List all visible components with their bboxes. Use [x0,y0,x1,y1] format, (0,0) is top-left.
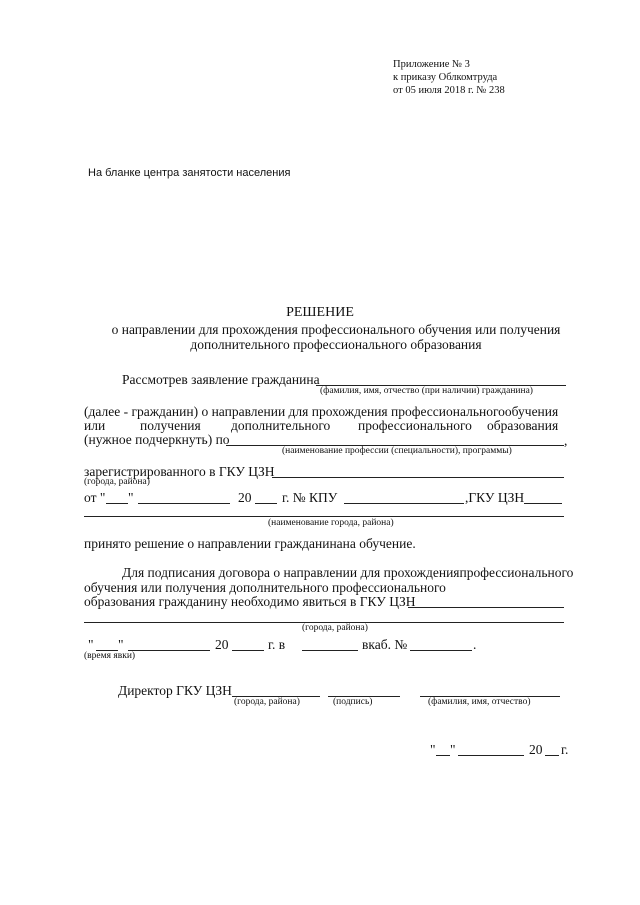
gku-city-line-b[interactable] [84,516,564,517]
from-kpu-label: г. № КПУ [282,490,338,505]
para1-word-obraz: образования [487,418,559,433]
para2-city-line-a[interactable] [408,607,564,608]
hint-sig-city: (города, района) [234,697,300,707]
appt-month-line[interactable] [128,650,210,651]
hint-city-1: (города, района) [84,477,150,487]
appendix-order-date: от 05 июля 2018 г. № 238 [393,85,505,96]
appt-dot: . [473,637,477,652]
document-subtitle-line1: о направлении для прохождения профессионального обучения или получения [111,322,561,337]
appendix-order-ref: к приказу Облкомтруда [393,72,498,83]
appt-year-prefix: 20 [215,637,229,652]
para1-comma: , [564,433,568,448]
date-month-line[interactable] [458,755,524,756]
hint-profession: (наименование профессии (специальности), программы) [282,446,512,456]
hint-city-name: (наименование города, района) [268,518,394,528]
appt-quote-open: " [88,637,94,652]
from-quote-close: " [128,490,134,505]
hint-applicant-fio: (фамилия, имя, отчество (при наличии) гражданина) [320,386,533,396]
hint-time: (время явки) [84,651,136,661]
date-quote-open: " [430,742,436,757]
para2-line3: образования гражданину необходимо явиться в ГКУ ЦЗН [84,594,416,609]
para1-word-ili: или [84,418,106,433]
blank-note: На бланке центра занятости населения [88,167,291,179]
appt-year-line[interactable] [232,650,264,651]
considered-label: Рассмотрев заявление гражданина [122,372,320,387]
date-year-prefix: 20 [529,742,543,757]
from-year-line[interactable] [255,503,277,504]
from-quote-open: от " [84,490,106,505]
document-subtitle-line2: дополнительного профессионального образования [190,337,482,352]
from-month-line[interactable] [138,503,230,504]
appt-quote-close: " [118,637,124,652]
para1-line1: (далее - гражданин) о направлении для прохождения профессиональногообучения [84,404,559,419]
director-label: Директор ГКУ ЦЗН [118,683,232,698]
date-day-line[interactable] [436,755,450,756]
appt-year-suffix: г. в [268,637,286,652]
kpu-number-line[interactable] [344,503,464,504]
para2-line2: обучения или получения дополнительного профессионального [84,580,446,595]
gku-city-line-a[interactable] [524,503,562,504]
from-day-line[interactable] [106,503,128,504]
hint-sig-sign: (подпись) [333,697,373,707]
from-year-prefix: 20 [238,490,252,505]
para1-word-polucheniya: получения [140,418,201,433]
hint-sig-fio: (фамилия, имя, отчество) [428,697,531,707]
registered-label: зарегистрированного в ГКУ ЦЗН [84,464,275,479]
date-quote-close: " [450,742,456,757]
appt-room-label: вкаб. № [362,637,408,652]
hint-city-2: (города, района) [302,623,368,633]
registered-city-line[interactable] [272,477,564,478]
from-gku-label: ,ГКУ ЦЗН [465,490,525,505]
appt-room-line[interactable] [410,650,472,651]
date-year-suffix: г. [561,742,569,757]
para1-line3: (нужное подчеркнуть) по [84,432,230,447]
decision-text: принято решение о направлении гражданинана обучение. [84,536,416,551]
para1-word-dop: дополнительного [231,418,331,433]
appt-time-line[interactable] [302,650,358,651]
appendix-number: Приложение № 3 [393,59,470,70]
date-year-line[interactable] [545,755,559,756]
document-title: РЕШЕНИЕ [286,305,354,320]
para2-line1: Для подписания договора о направлении для прохожденияпрофессионального [122,565,574,580]
para1-word-prof: профессионального [358,418,472,433]
